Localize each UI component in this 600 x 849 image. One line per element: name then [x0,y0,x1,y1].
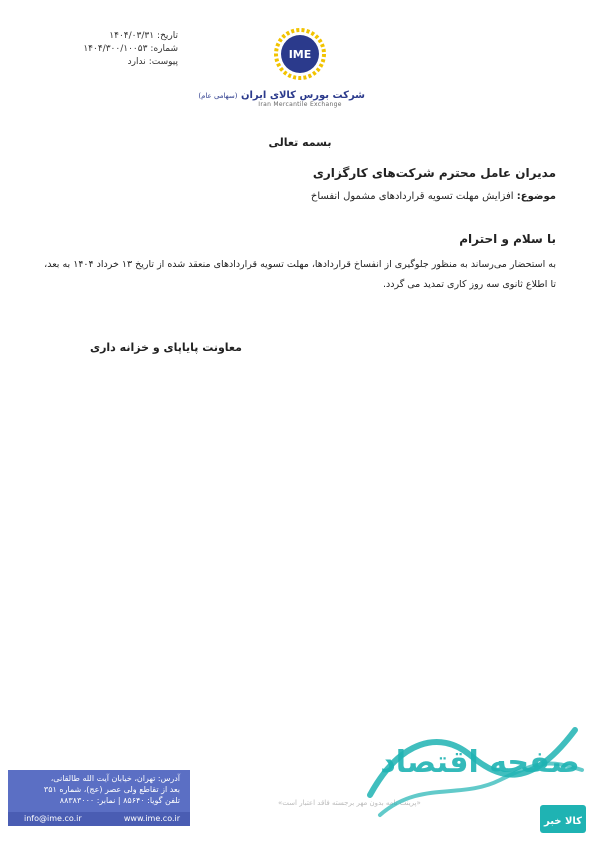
bismillah-heading: بسمه تعالی [268,136,332,149]
subject-label: موضوع: [516,191,556,202]
ime-logo-icon [272,26,328,82]
logo-mark-text: IME [288,48,312,61]
address-line-2: بعد از تقاطع ولی عصر (عج)، شماره ۳۵۱ [43,785,180,794]
company-logo [198,26,365,108]
watermark-logo-icon [360,700,592,840]
greeting: با سلام و احترام [459,232,556,246]
date-label: تاریخ: [157,31,178,41]
number-label: شماره: [150,44,178,54]
attachment-label: پیوست: [148,57,178,67]
watermark-brand: کالا خبر [543,816,583,827]
company-name-suffix: (سهامی عام) [198,92,238,100]
body-line-2: تا اطلاع ثانوی سه روز کاری تمدید می گردد. [382,279,556,290]
address-line-1: آدرس: تهران، خیابان آیت الله طالقانی، [50,774,180,783]
subject-text: افزایش مهلت تسویه قراردادهای مشمول انفساخ [310,191,514,202]
attachment-value: ندارد [127,57,146,67]
addressee: مدیران عامل محترم شرکت‌های کارگزاری [312,166,556,180]
faded-notice: «پرینت نامه بدون مهر برجسته فاقد اعتبار است» [278,799,421,807]
body-line-1: به استحضار می‌رساند به منظور جلوگیری از انفساخ قراردادها، مهلت تسویه قراردادهای منعقد شده از تاریخ ۱۳ خرداد ۱۴۰۴ به بعد، [44,259,556,270]
footer-links [8,812,190,826]
footer-website: www.ime.co.ir [123,814,180,823]
number-row [58,43,178,56]
number-value: ۱۴۰۴/۳۰۰/۱۰۰۵۳ [83,44,148,54]
company-name-fa [198,90,365,101]
letter-meta [58,30,178,69]
attachment-row [58,56,178,69]
company-name-en: Iran Mercantile Exchange [258,101,342,108]
footer-bar [8,770,190,826]
letter-body [36,255,556,295]
footer-email: info@ime.co.ir [24,814,82,823]
date-value: ۱۴۰۴/۰۳/۳۱ [109,31,155,41]
signature: معاونت پایاپای و خزانه داری [90,341,242,354]
company-name: شرکت بورس کالای ایران [240,90,365,101]
watermark-text: صفحه اقتصاد [380,745,580,780]
subject-line [36,191,556,202]
date-row [58,30,178,43]
phone-line: تلفن گویا: ۸۵۶۴۰ | نمابر: ۸۸۳۸۳۰۰۰ [59,796,180,805]
